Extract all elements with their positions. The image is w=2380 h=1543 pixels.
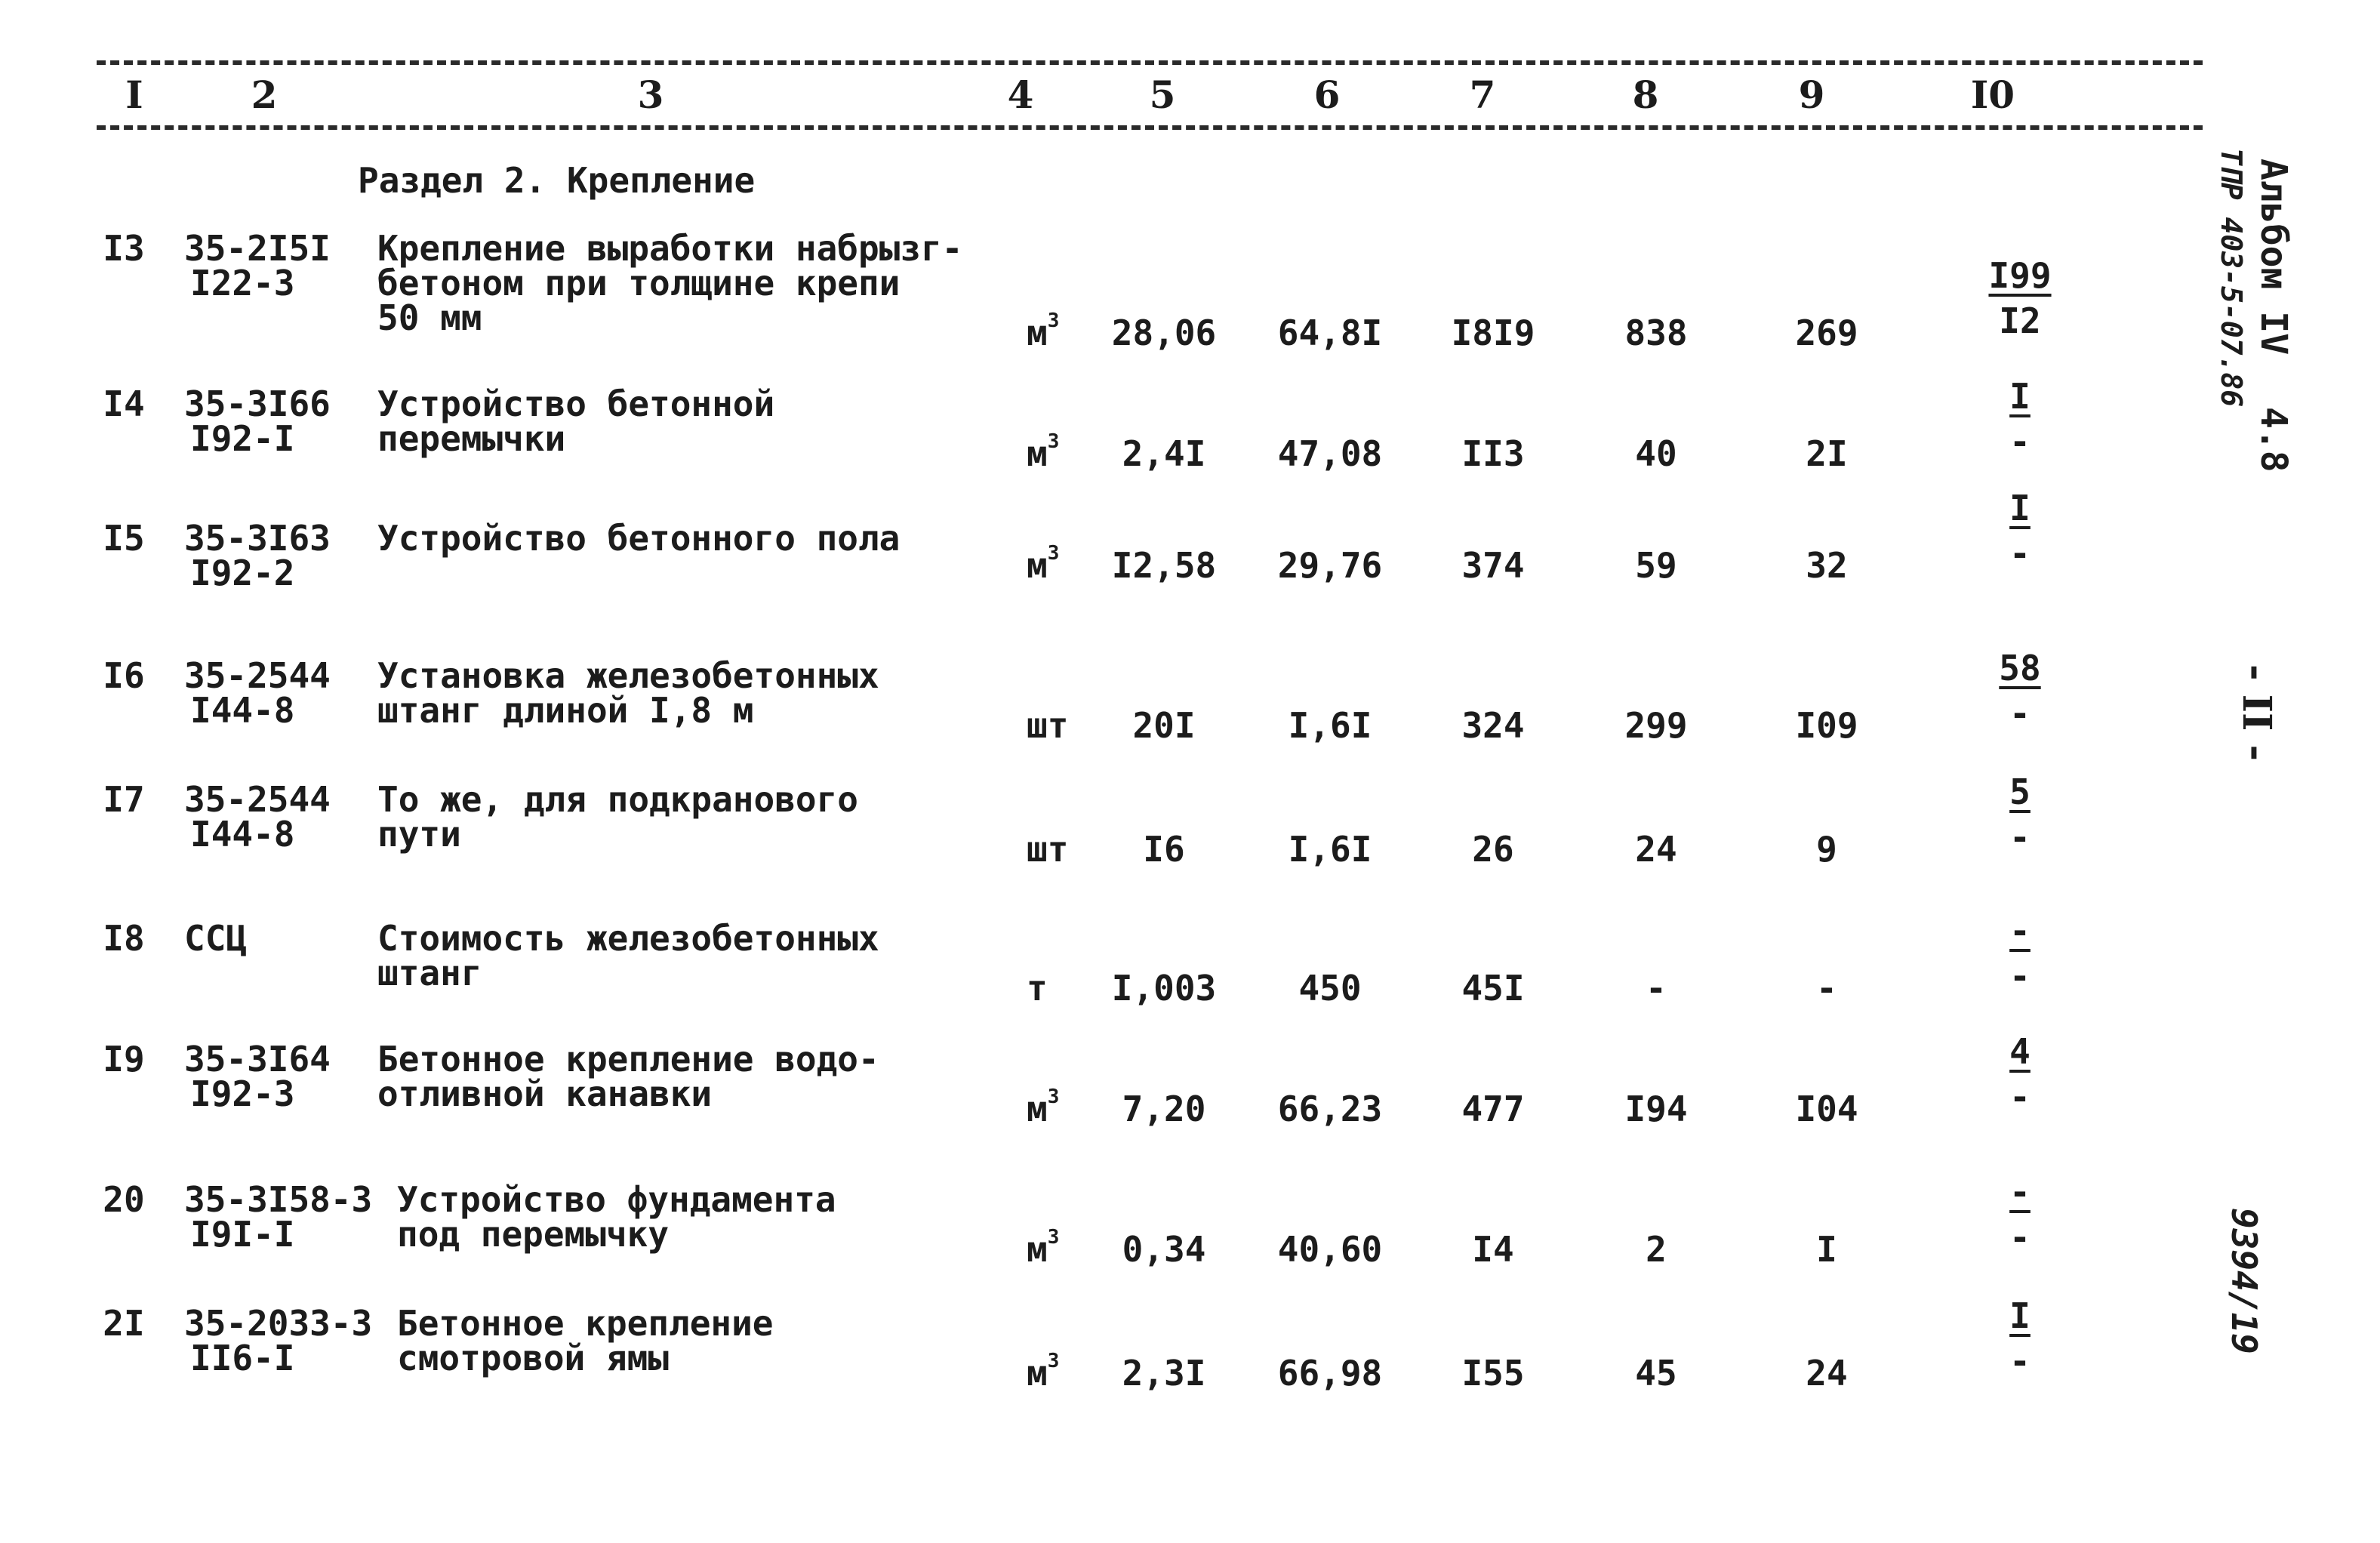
unit-cost: 450: [1298, 968, 1362, 1009]
machine-cost: 269: [1795, 313, 1858, 353]
unit-text: м: [1027, 433, 1048, 474]
quantity: 28,06: [1111, 313, 1217, 353]
wages: 40: [1635, 433, 1677, 474]
row-number: I7: [103, 779, 145, 820]
labor-denominator: -: [2009, 1076, 2031, 1117]
column-header-9: 9: [1798, 72, 1825, 117]
labor-fraction: [1999, 648, 2041, 734]
column-header-6: 6: [1313, 72, 1341, 117]
work-description: [377, 918, 879, 993]
unit-of-measure: [1027, 310, 1060, 353]
document-number: 9394/19: [2224, 1208, 2265, 1354]
labor-fraction: [2009, 1295, 2031, 1381]
quantity: 7,20: [1122, 1089, 1206, 1129]
project-code: ТПР 403-5-07.86: [2215, 148, 2248, 408]
unit-of-measure: [1027, 430, 1060, 474]
rate-code-line: 35-3I66: [184, 383, 331, 424]
unit-of-measure: [1027, 1226, 1060, 1270]
description-line: Бетонное крепление: [397, 1303, 774, 1344]
rate-code-line: 35-3I64: [184, 1039, 331, 1079]
rate-code-line: 35-2I5I: [184, 228, 331, 269]
unit-cost: I,6I: [1288, 705, 1372, 746]
description-line: То же, для подкранового: [377, 779, 858, 820]
row-number: 20: [103, 1179, 145, 1220]
unit-text: м: [1027, 1229, 1048, 1270]
unit-cost: 64,8I: [1277, 313, 1383, 353]
unit-exponent: 3: [1047, 1226, 1060, 1249]
labor-numerator: 5: [2009, 772, 2031, 812]
work-description: [377, 518, 901, 559]
work-description: [377, 383, 775, 459]
work-description: [377, 228, 963, 338]
wages: 299: [1624, 705, 1688, 746]
description-line: штанг длиной I,8 м: [377, 690, 754, 731]
work-description: [377, 655, 879, 731]
wages: 24: [1635, 829, 1677, 870]
rate-code-line: ССЦ: [184, 918, 248, 959]
rate-code-line: I22-3: [190, 263, 295, 303]
unit-of-measure: [1027, 542, 1060, 586]
unit-cost: 29,76: [1277, 545, 1383, 586]
total-cost: 45I: [1461, 968, 1525, 1009]
labor-fraction: [1988, 255, 2052, 341]
labor-denominator: -: [2009, 1217, 2031, 1258]
quantity: 0,34: [1122, 1229, 1206, 1270]
total-cost: 324: [1461, 705, 1525, 746]
labor-fraction: [2009, 772, 2031, 858]
header-bottom-rule: [97, 125, 2203, 130]
rate-code-line: 35-3I58-3: [184, 1179, 373, 1220]
unit-of-measure: [1027, 705, 1069, 746]
wages: I94: [1624, 1089, 1688, 1129]
work-description: [377, 779, 858, 855]
unit-exponent: 3: [1047, 542, 1060, 565]
labor-numerator: -: [2009, 1172, 2031, 1212]
rate-code: [184, 518, 331, 593]
work-description: [377, 1039, 879, 1114]
description-line: смотровой ямы: [397, 1338, 670, 1378]
labor-denominator: -: [2009, 956, 2031, 996]
description-line: Стоимость железобетонных: [377, 918, 879, 959]
rate-code-line: I92-3: [190, 1073, 295, 1114]
machine-cost: 9: [1816, 829, 1837, 870]
unit-cost: 47,08: [1277, 433, 1383, 474]
total-cost: I55: [1461, 1353, 1525, 1394]
unit-text: т: [1027, 968, 1048, 1009]
total-cost: II3: [1461, 433, 1525, 474]
column-header-7: 7: [1469, 72, 1496, 117]
row-number: I9: [103, 1039, 145, 1079]
description-line: Устройство фундамента: [397, 1179, 836, 1220]
rate-code-line: II6-I: [190, 1338, 295, 1378]
machine-cost: 32: [1806, 545, 1848, 586]
work-description: [397, 1303, 774, 1378]
quantity: I2,58: [1111, 545, 1217, 586]
row-number: I5: [103, 518, 145, 559]
unit-text: шт: [1027, 705, 1069, 746]
labor-fraction: [2009, 488, 2031, 574]
quantity: 2,4I: [1122, 433, 1206, 474]
section-title: Раздел 2. Крепление: [358, 160, 756, 201]
machine-cost: -: [1816, 968, 1837, 1009]
wages: 838: [1624, 313, 1688, 353]
work-description: [397, 1179, 836, 1255]
quantity: I6: [1143, 829, 1185, 870]
labor-numerator: 58: [1999, 648, 2041, 688]
description-line: перемычки: [377, 418, 566, 459]
album-label: [2252, 159, 2295, 473]
labor-denominator: -: [2009, 533, 2031, 574]
header-top-rule: [97, 60, 2203, 65]
unit-text: м: [1027, 1353, 1048, 1394]
rate-code-line: I44-8: [190, 814, 295, 855]
rate-code-line: 35-2033-3: [184, 1303, 373, 1344]
unit-exponent: 3: [1047, 1350, 1060, 1372]
total-cost: I4: [1472, 1229, 1514, 1270]
labor-numerator: I: [2009, 488, 2031, 528]
rate-code-line: I92-I: [190, 418, 295, 459]
description-line: Бетонное крепление водо-: [377, 1039, 879, 1079]
unit-of-measure: [1027, 829, 1069, 870]
quantity: I,003: [1111, 968, 1217, 1009]
labor-numerator: I: [2009, 376, 2031, 417]
labor-numerator: I99: [1988, 255, 2052, 296]
column-header-1: I: [125, 72, 143, 117]
total-cost: 477: [1461, 1089, 1525, 1129]
labor-fraction: [2009, 910, 2031, 996]
labor-numerator: -: [2009, 910, 2031, 951]
row-number: 2I: [103, 1303, 145, 1344]
machine-cost: 2I: [1806, 433, 1848, 474]
album-text: Альбом IV: [2252, 159, 2295, 356]
total-cost: I8I9: [1451, 313, 1535, 353]
labor-denominator: -: [2009, 421, 2031, 462]
description-line: бетоном при толщине крепи: [377, 263, 901, 303]
rate-code: [184, 383, 331, 459]
rate-code: [184, 918, 248, 959]
machine-cost: I09: [1795, 705, 1858, 746]
total-cost: 374: [1461, 545, 1525, 586]
rate-code: [184, 228, 331, 303]
description-line: отливной канавки: [377, 1073, 713, 1114]
unit-exponent: 3: [1047, 430, 1060, 453]
labor-denominator: I2: [1999, 300, 2041, 341]
rate-code: [184, 1303, 373, 1378]
quantity: 20I: [1132, 705, 1196, 746]
row-number: I4: [103, 383, 145, 424]
column-header-3: 3: [637, 72, 664, 117]
unit-cost: 66,98: [1277, 1353, 1383, 1394]
rate-code-line: 35-2544: [184, 655, 331, 696]
unit-cost: I,6I: [1288, 829, 1372, 870]
column-header-4: 4: [1007, 72, 1034, 117]
wages: 2: [1646, 1229, 1667, 1270]
unit-of-measure: [1027, 1350, 1060, 1394]
unit-exponent: 3: [1047, 1086, 1060, 1108]
rate-code-line: 35-2544: [184, 779, 331, 820]
unit-cost: 66,23: [1277, 1089, 1383, 1129]
wages: 59: [1635, 545, 1677, 586]
description-line: штанг: [377, 953, 482, 993]
machine-cost: 24: [1806, 1353, 1848, 1394]
quantity: 2,3I: [1122, 1353, 1206, 1394]
wages: -: [1646, 968, 1667, 1009]
description-line: Крепление выработки набрызг-: [377, 228, 963, 269]
rate-code-line: I44-8: [190, 690, 295, 731]
unit-text: м: [1027, 313, 1048, 353]
rate-code-line: 35-3I63: [184, 518, 331, 559]
rate-code: [184, 1179, 373, 1255]
unit-text: шт: [1027, 829, 1069, 870]
labor-numerator: I: [2009, 1295, 2031, 1336]
unit-of-measure: [1027, 1086, 1060, 1129]
description-line: Устройство бетонного пола: [377, 518, 901, 559]
page-number: - II -: [2234, 664, 2280, 762]
description-line: Устройство бетонной: [377, 383, 775, 424]
description-line: Установка железобетонных: [377, 655, 879, 696]
labor-fraction: [2009, 1172, 2031, 1258]
total-cost: 26: [1472, 829, 1514, 870]
rate-code: [184, 1039, 331, 1114]
unit-of-measure: [1027, 968, 1048, 1009]
column-header-8: 8: [1632, 72, 1659, 117]
row-number: I8: [103, 918, 145, 959]
column-header-10: I0: [1970, 72, 2015, 117]
wages: 45: [1635, 1353, 1677, 1394]
labor-denominator: -: [2009, 1341, 2031, 1381]
machine-cost: I04: [1795, 1089, 1858, 1129]
unit-text: м: [1027, 545, 1048, 586]
description-line: под перемычку: [397, 1214, 670, 1255]
row-number: I6: [103, 655, 145, 696]
rate-code: [184, 655, 331, 731]
labor-denominator: -: [2009, 817, 2031, 858]
labor-numerator: 4: [2009, 1031, 2031, 1072]
unit-cost: 40,60: [1277, 1229, 1383, 1270]
rate-code: [184, 779, 331, 855]
column-header-5: 5: [1149, 72, 1176, 117]
row-number: I3: [103, 228, 145, 269]
sheet-ref: 4.8: [2252, 407, 2295, 473]
description-line: 50 мм: [377, 297, 482, 338]
machine-cost: I: [1816, 1229, 1837, 1270]
labor-denominator: -: [2009, 693, 2031, 734]
description-line: пути: [377, 814, 461, 855]
rate-code-line: I9I-I: [190, 1214, 295, 1255]
unit-text: м: [1027, 1089, 1048, 1129]
unit-exponent: 3: [1047, 310, 1060, 332]
column-header-2: 2: [251, 72, 278, 117]
labor-fraction: [2009, 376, 2031, 462]
labor-fraction: [2009, 1031, 2031, 1117]
rate-code-line: I92-2: [190, 553, 295, 593]
